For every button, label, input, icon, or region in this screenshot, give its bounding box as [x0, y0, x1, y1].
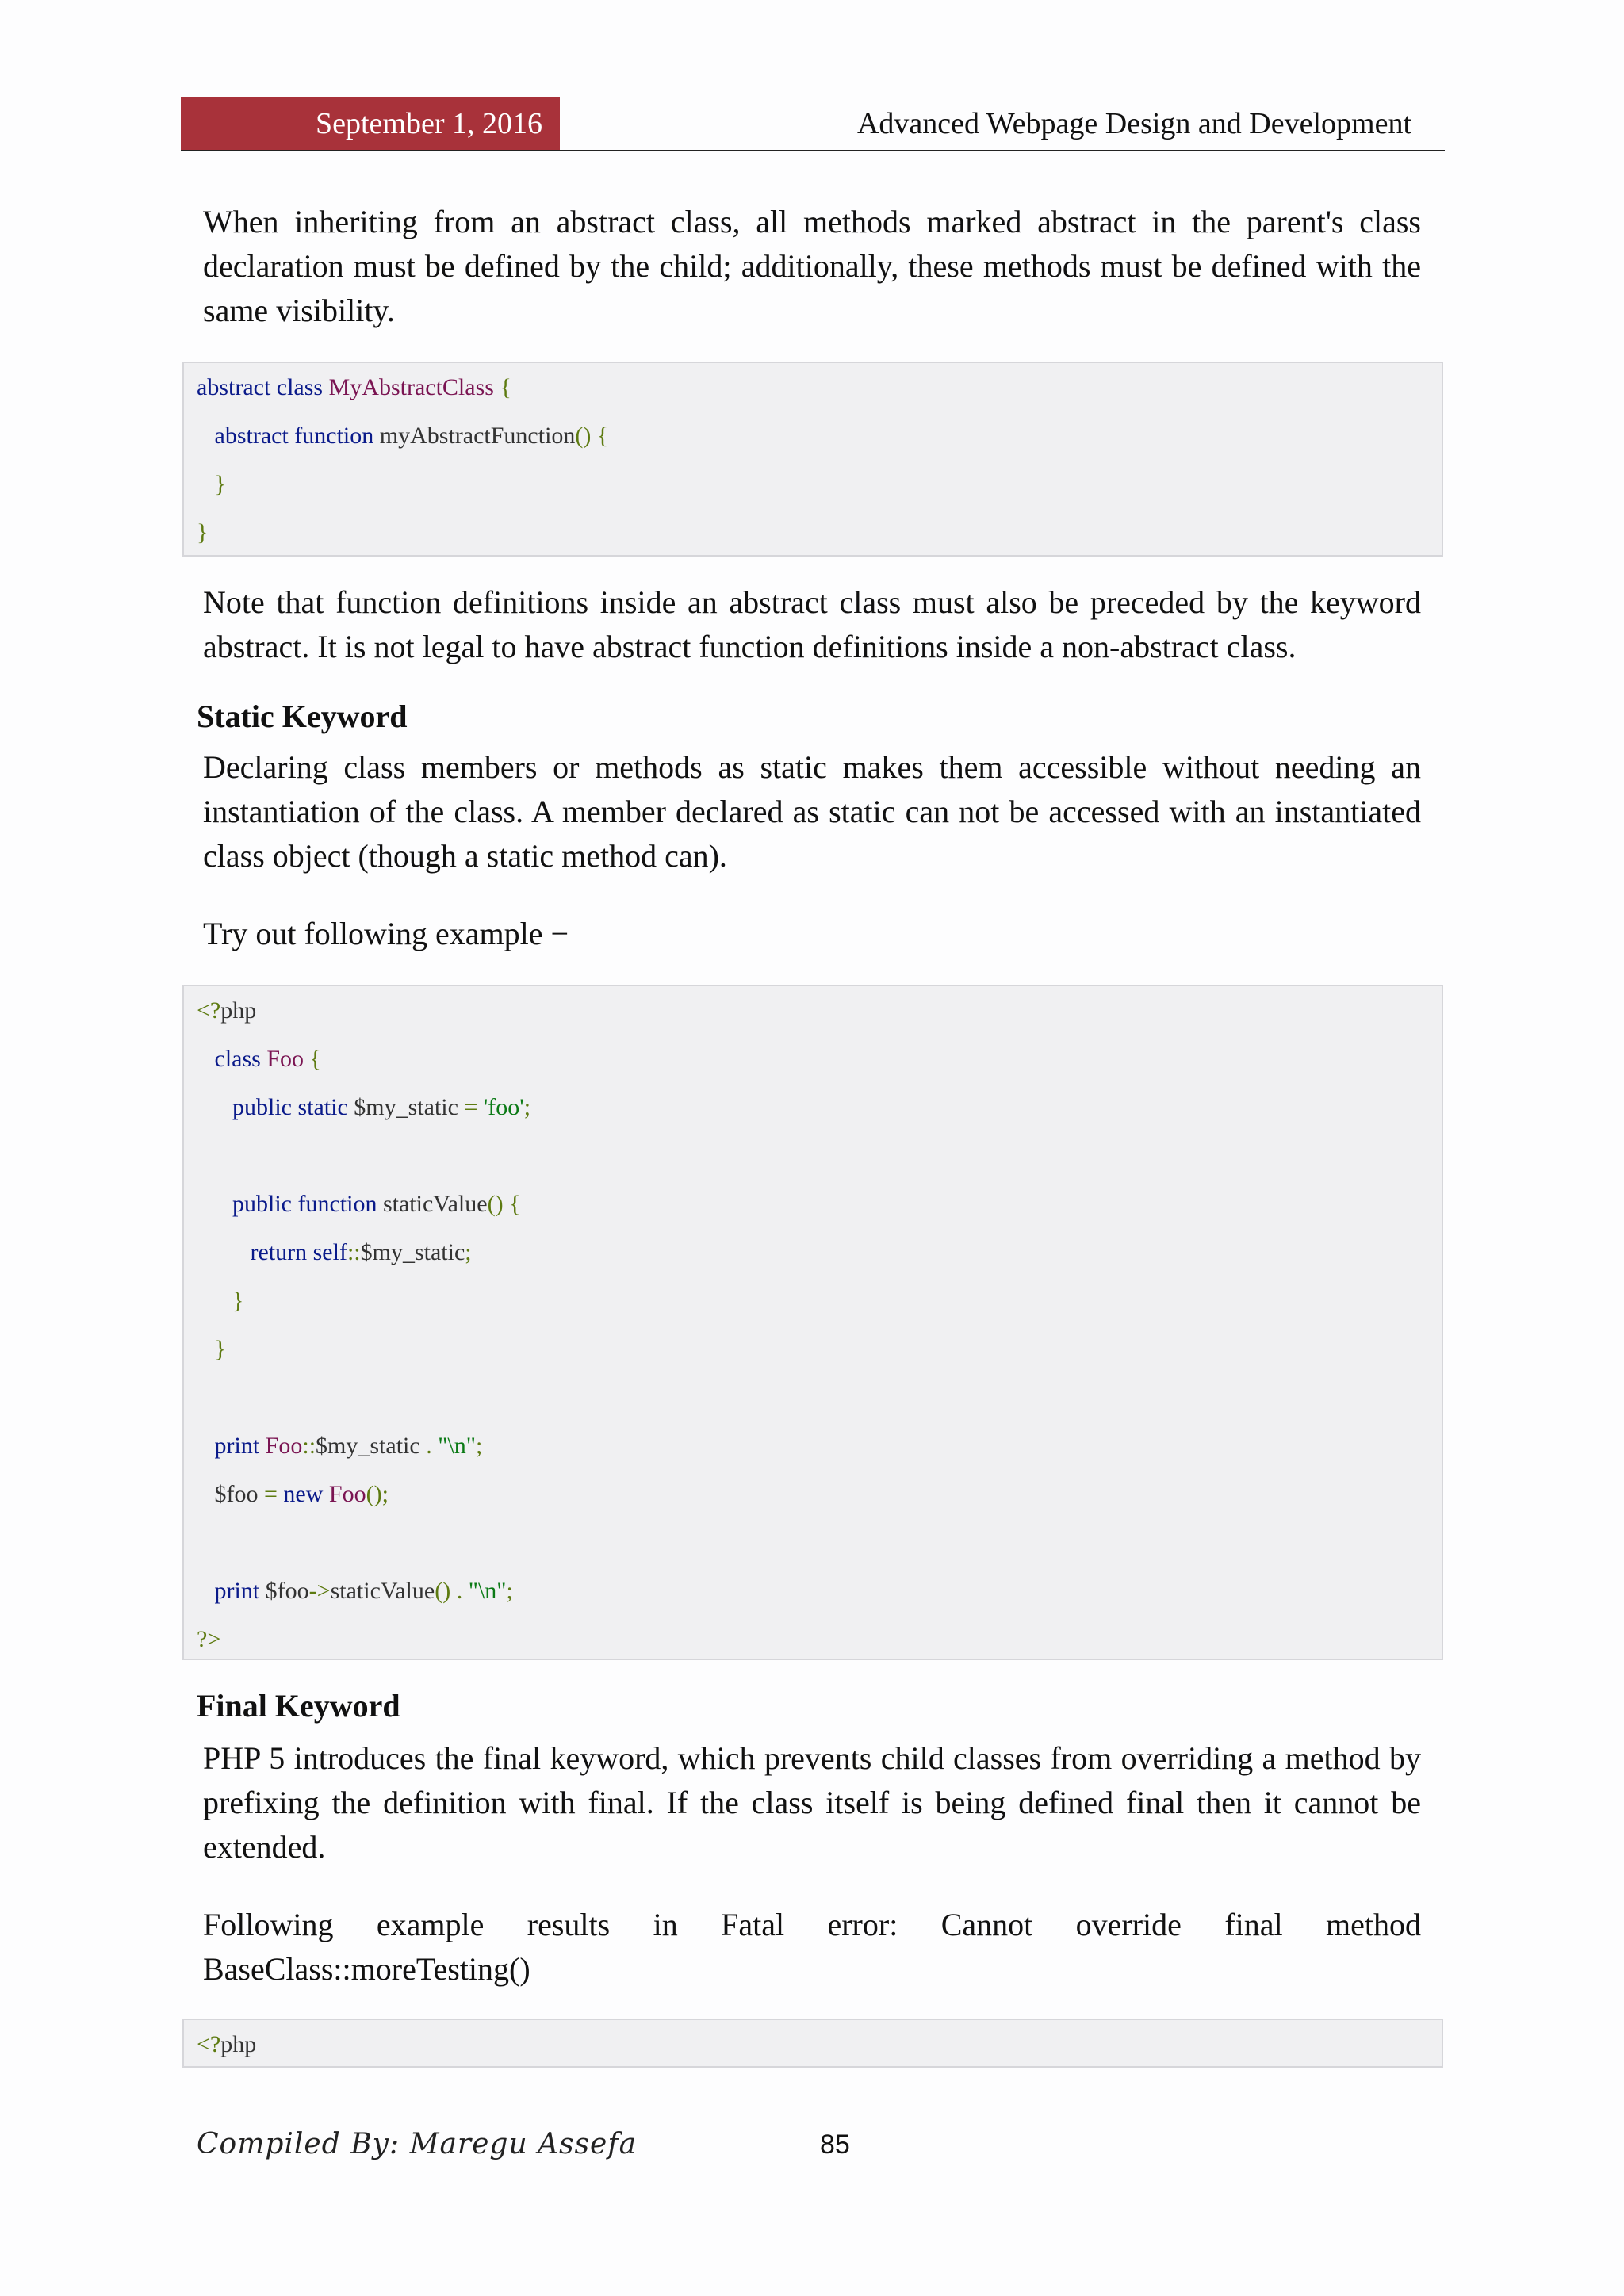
code-token: () . — [435, 1578, 469, 1604]
code-line — [197, 986, 256, 1035]
code-line — [197, 1228, 472, 1276]
code-token: abstract function — [214, 423, 380, 449]
code-token: class — [214, 1046, 267, 1072]
code-line — [197, 1180, 520, 1228]
code-token: print — [214, 1578, 266, 1604]
header-date: September 1, 2016 — [181, 97, 560, 151]
code-token — [197, 1239, 251, 1265]
code-token: print — [214, 1433, 266, 1459]
code-token: = — [264, 1481, 284, 1507]
code-token: ; — [476, 1433, 483, 1459]
code-line — [197, 1567, 513, 1615]
code-token — [197, 423, 215, 449]
code-token: } — [197, 1336, 226, 1362]
code-token: = — [464, 1094, 484, 1120]
code-token: <? — [197, 997, 221, 1024]
code-line — [197, 1422, 482, 1470]
code-line — [197, 1470, 389, 1518]
code-token: staticValue — [330, 1578, 435, 1604]
code-token: } — [197, 519, 209, 545]
code-token: ; — [465, 1239, 472, 1265]
code-block-final-example — [182, 2019, 1443, 2068]
paragraph-final-example-line1: Following example results in Fatal error: Cannot override final method — [203, 1907, 1421, 1942]
code-token — [197, 1578, 215, 1604]
code-token: $foo — [197, 1481, 264, 1507]
code-line — [197, 1035, 321, 1083]
code-token: $my_static — [360, 1239, 465, 1265]
code-token: php — [220, 997, 257, 1024]
paragraph-final-example-line2: BaseClass::moreTesting() — [203, 1951, 530, 1987]
code-token: () { — [575, 423, 609, 449]
code-token: ; — [506, 1578, 513, 1604]
code-line — [197, 1083, 530, 1131]
code-token: . — [426, 1433, 439, 1459]
code-token: php — [220, 2031, 257, 2057]
code-token: new — [283, 1481, 329, 1507]
code-token: ; — [523, 1094, 531, 1120]
code-token: { — [493, 374, 511, 400]
code-line — [197, 1276, 243, 1325]
code-token: public static — [232, 1094, 354, 1120]
code-token: Foo — [328, 1481, 366, 1507]
code-line — [197, 508, 208, 557]
code-token: "\n" — [438, 1433, 477, 1459]
paragraph-try-example: Try out following example − — [203, 916, 569, 951]
code-token — [197, 1433, 215, 1459]
paragraph-abstract-inheritance: When inheriting from an abstract class, all methods marked abstract in the parent's class declaration must be defined by the child; additionally, these methods must be defined with the same visibility. — [203, 204, 1421, 328]
paragraph-abstract-note: Note that function definitions inside an abstract class must also be preceded by the keyword abstract. It is not legal to have abstract function definitions inside a non-abstract class. — [203, 584, 1421, 664]
code-token: $foo — [265, 1578, 309, 1604]
code-token: () { — [487, 1191, 521, 1217]
code-token: :: — [347, 1239, 361, 1265]
code-block-static-example — [182, 985, 1443, 1660]
code-line — [197, 1615, 220, 1663]
code-token: "\n" — [468, 1578, 507, 1604]
code-line — [197, 411, 608, 460]
footer-author: Compiled By: Maregu Assefa — [197, 2128, 638, 2160]
code-token — [197, 1191, 232, 1217]
code-token — [197, 1094, 232, 1120]
code-token: MyAbstractClass — [328, 374, 494, 400]
code-token: Foo — [266, 1046, 304, 1072]
code-block-abstract-class — [182, 362, 1443, 557]
code-token — [197, 1046, 215, 1072]
code-token: { — [304, 1046, 321, 1072]
code-token: return self — [250, 1239, 347, 1265]
code-token: staticValue — [382, 1191, 488, 1217]
code-token: myAbstractFunction — [379, 423, 576, 449]
code-token: abstract class — [197, 374, 329, 400]
code-token: <? — [197, 2031, 221, 2057]
code-token: :: — [302, 1433, 316, 1459]
code-token: $my_static — [316, 1433, 427, 1459]
code-token: } — [197, 471, 226, 497]
paragraph-final-description: PHP 5 introduces the final keyword, which prevents child classes from overriding a method by prefixing the definition with final. If the class itself is being defined final then it cannot be extended. — [203, 1740, 1421, 1865]
code-line — [197, 460, 226, 508]
code-line — [197, 2020, 256, 2068]
code-line — [197, 363, 511, 411]
header-rule — [181, 150, 1445, 151]
header-title: Advanced Webpage Design and Development — [856, 107, 1411, 140]
code-token: public function — [232, 1191, 383, 1217]
code-token: -> — [308, 1578, 331, 1604]
code-token: $my_static — [354, 1094, 465, 1120]
code-line — [197, 1325, 226, 1373]
code-token: Foo — [265, 1433, 303, 1459]
footer-page-number: 85 — [820, 2130, 850, 2160]
code-token: (); — [366, 1481, 389, 1507]
paragraph-static-description: Declaring class members or methods as static makes them accessible without needing an instantiation of the class. A member declared as static can not be accessed with an instantiated class object (though a static method can). — [203, 749, 1421, 874]
code-token: 'foo' — [483, 1094, 524, 1120]
heading-final-keyword: Final Keyword — [197, 1688, 400, 1724]
heading-static-keyword: Static Keyword — [197, 698, 408, 734]
code-token: } — [197, 1288, 244, 1314]
code-token: ?> — [197, 1626, 221, 1652]
